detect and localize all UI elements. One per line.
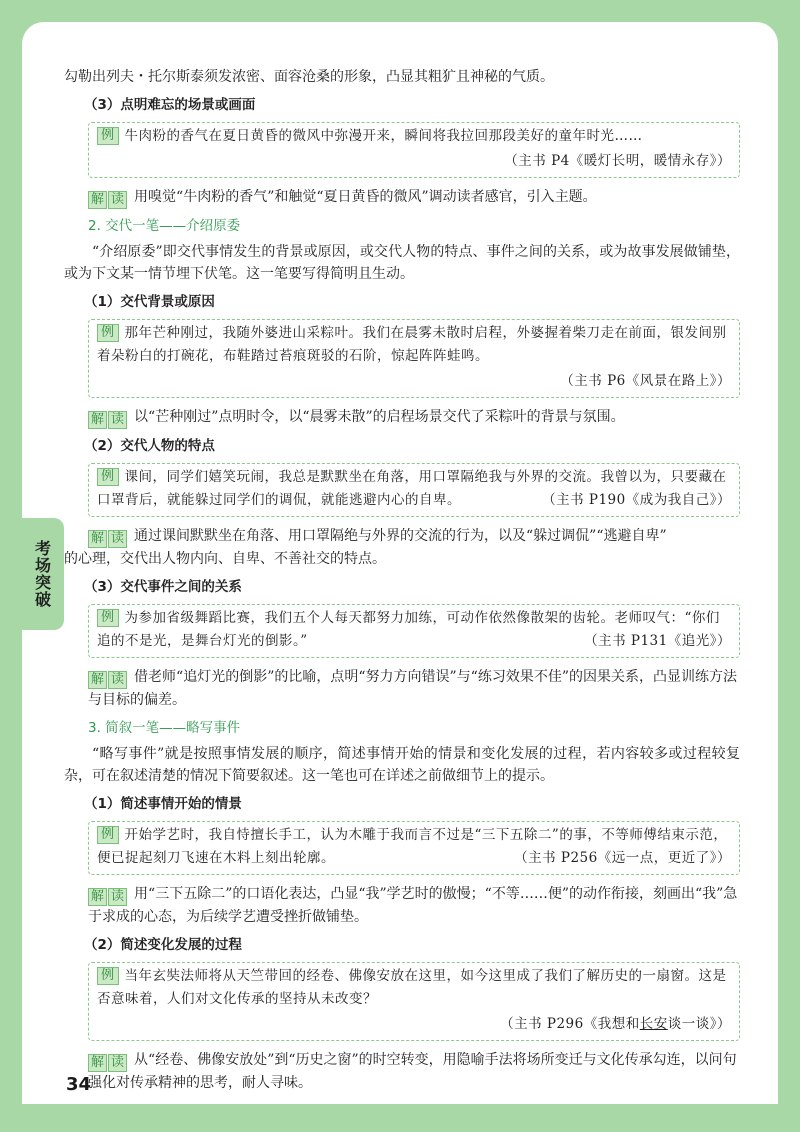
example-tag: 例 (97, 468, 119, 486)
note-tag-char: 读 (108, 1054, 127, 1072)
section-heading-2: 2. 交代一笔——介绍原委 (88, 218, 241, 234)
example-box (88, 463, 740, 517)
intro-line: 勾勒出列夫・托尔斯泰须发浓密、面容沧桑的形象，凸显其粗犷且神秘的气质。 (64, 69, 554, 85)
note-tag (88, 191, 128, 209)
page-number: 34 (66, 1074, 92, 1095)
note-paragraph (88, 666, 740, 711)
example-box (88, 604, 740, 658)
note-tag-char: 解 (88, 671, 107, 689)
example-box (88, 821, 740, 875)
note-text: 从“经卷、佛像安放处”到“历史之窗”的时空转变，用隐喻手法将场所变迁与文化传承勾连，以问句强化对传承精神的思考，耐人寻味。 (88, 1052, 737, 1091)
note-tag (88, 888, 128, 906)
note-text: 通过课间默默坐在角落、用口罩隔绝与外界的交流的行为，以及“躲过调侃”“逃避自卑” (134, 528, 667, 544)
note-paragraph (88, 1049, 740, 1094)
note-tag-char: 读 (108, 888, 127, 906)
note-tag-char: 解 (88, 530, 107, 548)
subheading-scene: （3）点明难忘的场景或画面 (84, 97, 256, 113)
note-tag (88, 411, 128, 429)
note-tag-char: 解 (88, 191, 107, 209)
example-source: （主书 P131《追光》） (584, 633, 731, 649)
bottom-band (0, 1104, 800, 1132)
side-tab-label: 考场突破 (32, 540, 52, 608)
example-box (88, 319, 740, 398)
note-text: 以“芒种刚过”点明时令，以“晨雾未散”的启程场景交代了采粽叶的背景与氛围。 (134, 409, 625, 425)
section-intro-2: “介绍原委”即交代事情发生的背景或原因，或交代人物的特点、事件之间的关系，或为故事发展做铺垫，或为下文某一情节埋下伏笔。这一笔要写得简明且生动。 (64, 244, 740, 282)
note-paragraph (88, 525, 740, 548)
example-source (97, 1013, 731, 1036)
note-tag-char: 读 (108, 530, 127, 548)
example-text: 当年玄奘法师将从天竺带回的经卷、佛像安放在这里，如今这里成了我们了解历史的一扇窗。这是否意味着，人们对文化传承的坚持从未改变？ (97, 968, 727, 1007)
example-text: 开始学艺时，我自恃擅长手工，认为木雕于我而言不过是“三下五除二”的事，不等师傅结束示范，便已捉起刻刀飞速在木料上刻出轮廓。 (97, 827, 728, 866)
example-tag: 例 (97, 127, 119, 145)
section-heading-3: 3. 简叙一笔——略写事件 (88, 720, 241, 736)
section-intro-3: “略写事件”就是按照事情发展的顺序，简述事情开始的情景和变化发展的过程，若内容较多或过程较复杂，可在叙述清楚的情况下简要叙述。这一笔也可在详述之前做细节上的提示。 (64, 746, 740, 784)
note-tag (88, 530, 128, 548)
example-source: （主书 P190《成为我自己》） (542, 492, 731, 508)
example-tag: 例 (97, 967, 119, 985)
example-text: 课间，同学们嬉笑玩闹，我总是默默坐在角落，用口罩隔绝我与外界的交流。我曾以为，只要藏在口罩背后，就能躲过同学们的调侃，就能逃避内心的自卑。 (97, 469, 727, 508)
note-text: 借老师“追灯光的倒影”的比喻，点明“努力方向错误”与“练习效果不佳”的因果关系，凸显训练方法与目标的偏差。 (88, 669, 737, 708)
note-text: 用嗅觉“牛肉粉的香气”和触觉“夏日黄昏的微风”调动读者感官，引入主题。 (134, 189, 597, 205)
example-tag: 例 (97, 826, 119, 844)
example-source-part: 长安 (639, 1016, 668, 1032)
example-box (88, 962, 740, 1041)
main-content (64, 66, 740, 1100)
note-paragraph (88, 186, 740, 209)
subheading-process: （2）简述变化发展的过程 (84, 937, 242, 953)
note-text: 用“三下五除二”的口语化表达，凸显“我”学艺时的傲慢；“不等……便”的动作衔接，刻画出“我”急于求成的心态，为后续学艺遭受挫折做铺垫。 (88, 886, 738, 925)
example-source-part: （主书 P296《我想和 (500, 1016, 640, 1032)
example-box (88, 122, 740, 178)
note-tag-char: 解 (88, 411, 107, 429)
note-paragraph (88, 883, 740, 928)
note-tag-char: 读 (108, 411, 127, 429)
side-tab (20, 518, 64, 630)
subheading-character: （2）交代人物的特点 (84, 438, 215, 454)
note-tag-char: 读 (108, 191, 127, 209)
example-tag: 例 (97, 324, 119, 342)
example-source: （主书 P6《风景在路上》） (560, 373, 731, 389)
example-tag: 例 (97, 609, 119, 627)
note-continuation: 的心理，交代出人物内向、自卑、不善社交的特点。 (64, 551, 386, 567)
subheading-opening: （1）简述事情开始的情景 (84, 796, 242, 812)
subheading-relation: （3）交代事件之间的关系 (84, 579, 242, 595)
example-text: 那年芒种刚过，我随外婆进山采粽叶。我们在晨雾未散时启程，外婆握着柴刀走在前面，银发间别着朵粉白的打碗花，布鞋踏过苔痕斑驳的石阶，惊起阵阵蛙鸣。 (97, 325, 727, 364)
example-source: （主书 P256《远一点，更近了》） (514, 850, 731, 866)
example-text: 牛肉粉的香气在夏日黄昏的微风中弥漫开来，瞬间将我拉回那段美好的童年时光…… (124, 128, 643, 144)
note-tag-char: 解 (88, 888, 107, 906)
note-tag (88, 671, 128, 689)
note-tag (88, 1054, 128, 1072)
subheading-background: （1）交代背景或原因 (84, 294, 215, 310)
example-source: （主书 P4《暖灯长明，暖情永存》） (504, 153, 731, 169)
note-paragraph (88, 406, 740, 429)
note-tag-char: 读 (108, 671, 127, 689)
example-source-part: 谈一谈》） (667, 1016, 731, 1032)
note-tag-char: 解 (88, 1054, 107, 1072)
example-text: 为参加省级舞蹈比赛，我们五个人每天都努力加练，可动作依然像散架的齿轮。老师叹气：“你们追的不是光，是舞台灯光的倒影。” (97, 610, 720, 649)
